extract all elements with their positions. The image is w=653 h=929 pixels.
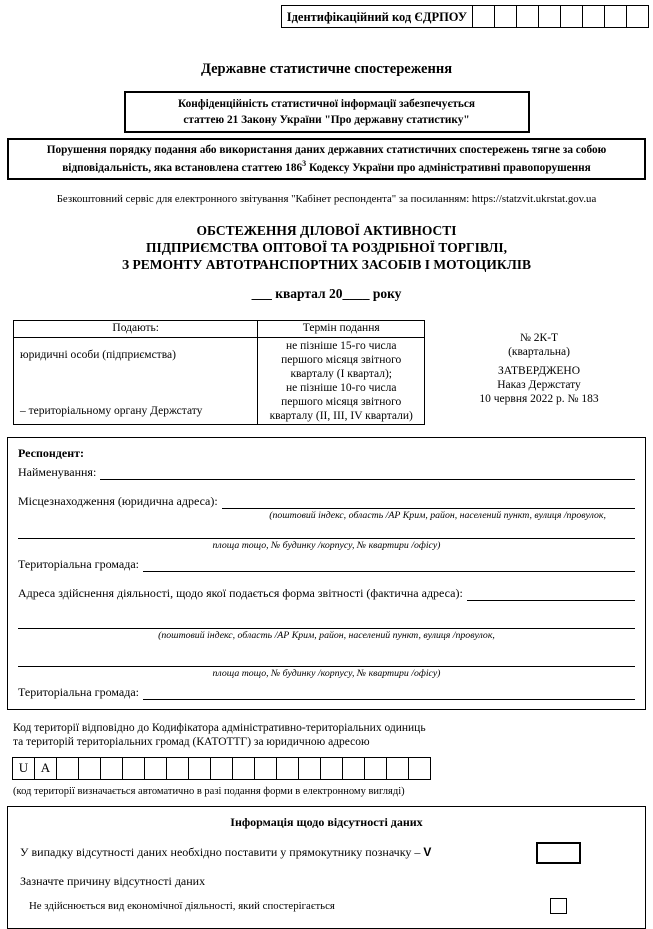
katottg-code-cell[interactable] [166, 757, 189, 780]
katottg-code-cell[interactable] [386, 757, 409, 780]
legal-address-hint2: площа тощо, № будинку /корпусу, № квартири /офісу) [212, 539, 441, 551]
no-data-box [7, 806, 646, 929]
legal-address-input-line2[interactable] [18, 527, 635, 539]
edrpou-code-cell[interactable] [494, 5, 517, 28]
form-periodicity: (квартальна) [508, 345, 570, 358]
violation-notice-box [7, 138, 646, 180]
katottg-code-cell[interactable] [210, 757, 233, 780]
quarter-year-line[interactable]: ___ квартал 20____ року [251, 285, 402, 301]
name-label: Найменування: [18, 464, 97, 479]
deadline-line: першого місяця звітного [281, 395, 402, 408]
legal-address-hint1: (поштовий індекс, область /АР Крим, район, населений пункт, вулиця /провулок, [269, 509, 606, 521]
e-reporting-service-line: Безкоштовний сервіс для електронного звітування "Кабінет респондента" за посиланням: https://statzvit.ukrstat.gov.ua [56, 192, 597, 205]
violation-text-part2: Кодексу України про адміністративні правопорушення [306, 161, 591, 174]
deadline-line: не пізніше 10-го числа [285, 381, 397, 394]
katottg-code-cell[interactable] [320, 757, 343, 780]
form-approved: ЗАТВЕРДЖЕНО [497, 364, 581, 377]
submitters-line1: юридичні особи (підприємства) [20, 348, 176, 361]
deadline-cell [258, 337, 425, 424]
edrpou-code-cell[interactable] [582, 5, 605, 28]
submitters-cell [14, 337, 258, 424]
deadline-header: Термін подання [258, 320, 425, 337]
katottg-label [13, 721, 653, 750]
actual-address-label: Адреса здійснення діяльності, щодо якої подається форма звітності (фактична адреса): [18, 585, 463, 600]
katottg-code-cell[interactable] [122, 757, 145, 780]
edrpou-code-cell[interactable] [538, 5, 561, 28]
katottg-label-line1: Код території відповідно до Кодифікатора адміністративно-територіальних одиниць [13, 721, 426, 734]
survey-title-line2: ПІДПРИЄМСТВА ОПТОВОЇ ТА РОЗДРІБНОЇ ТОРГІВЛІ, [145, 239, 508, 255]
deadline-line: кварталу (І квартал); [290, 367, 392, 380]
katottg-note: (код території визначається автоматично в разі подання форми в електронному вигляді) [13, 785, 405, 797]
community-input-line[interactable] [143, 558, 635, 572]
legal-address-label: Місцезнаходження (юридична адреса): [18, 493, 218, 508]
violation-superscript: 3 [302, 159, 307, 169]
no-data-mark-box[interactable] [536, 842, 581, 864]
edrpou-code-cell[interactable] [472, 5, 495, 28]
name-input-line[interactable] [100, 466, 635, 480]
katottg-code-cell[interactable] [188, 757, 211, 780]
community-label2: Територіальна громада: [18, 684, 139, 699]
no-data-instruction: У випадку відсутності даних необхідно поставити у прямокутнику позначку – V [20, 845, 432, 860]
confidentiality-line1: Конфіденційність статистичної інформації забезпечується [178, 98, 475, 110]
edrpou-code-cell[interactable] [626, 5, 649, 28]
respondent-title: Респондент: [18, 445, 84, 460]
no-data-title: Інформація щодо відсутності даних [230, 814, 423, 829]
confidentiality-box [124, 91, 530, 133]
edrpou-code-cell[interactable] [560, 5, 583, 28]
katottg-code-cell[interactable] [100, 757, 123, 780]
document-title: Державне статистичне спостереження [200, 61, 453, 77]
katottg-code-cell[interactable] [254, 757, 277, 780]
deadline-line: не пізніше 15-го числа [285, 339, 397, 352]
actual-address-input-line3[interactable] [18, 655, 635, 667]
submitters-line2: – територіальному органу Держстату [20, 404, 203, 417]
v-mark-label: V [423, 845, 432, 860]
confidentiality-line2: статтею 21 Закону України "Про державну статистику" [183, 114, 470, 127]
reason-label: Зазначте причину відсутності даних [20, 873, 206, 888]
katottg-code-cell[interactable] [408, 757, 431, 780]
katottg-section [13, 721, 653, 797]
community-input-line2[interactable] [143, 686, 635, 700]
edrpou-cells [473, 5, 649, 28]
respondent-box [7, 437, 646, 710]
katottg-code-row [13, 757, 653, 780]
edrpou-section [0, 0, 653, 28]
katottg-code-cell[interactable] [56, 757, 79, 780]
deadline-line: першого місяця звітного [281, 353, 402, 366]
survey-title [0, 222, 653, 273]
actual-address-input-line2[interactable] [18, 617, 635, 629]
katottg-code-cell[interactable] [78, 757, 101, 780]
katottg-prefix-cell: A [34, 757, 57, 780]
form-order: Наказ Держстату [497, 378, 581, 391]
edrpou-table [281, 5, 649, 28]
katottg-label-line2: та територій територіальних громад (КАТОТТГ) за юридичною адресою [13, 736, 370, 749]
form-number: № 2К-Т [519, 331, 559, 344]
survey-title-line1: ОБСТЕЖЕННЯ ДІЛОВОЇ АКТИВНОСТІ [196, 222, 457, 238]
edrpou-label: Ідентифікаційний код ЄДРПОУ [281, 5, 473, 28]
edrpou-code-cell[interactable] [604, 5, 627, 28]
community-label: Територіальна громада: [18, 556, 139, 571]
submission-table [13, 320, 425, 425]
katottg-code-cell[interactable] [342, 757, 365, 780]
violation-text-part1: Порушення порядку подання або використання даних державних статистичних спостережень тягне за собою відповідальність, яка встановлена статтею 186 [46, 144, 607, 174]
legal-address-input-line[interactable] [222, 495, 635, 509]
katottg-code-cell[interactable] [232, 757, 255, 780]
survey-title-line3: З РЕМОНТУ АВТОТРАНСПОРТНИХ ЗАСОБІВ І МОТОЦИКЛІВ [121, 256, 532, 272]
katottg-code-cell[interactable] [144, 757, 167, 780]
form-order-date: 10 червня 2022 р. № 183 [479, 392, 599, 405]
edrpou-code-cell[interactable] [516, 5, 539, 28]
submitters-header: Подають: [14, 320, 258, 337]
actual-address-hint1: (поштовий індекс, область /АР Крим, район, населений пункт, вулиця /провулок, [158, 629, 495, 641]
deadline-line: кварталу (ІІ, ІІІ, IV квартали) [269, 409, 413, 422]
submission-section [13, 320, 653, 425]
katottg-code-cell[interactable] [364, 757, 387, 780]
reason-option-label: Не здійснюється вид економічної діяльності, який спостерігається [29, 899, 335, 912]
katottg-code-cell[interactable] [298, 757, 321, 780]
form-info-block [425, 320, 653, 425]
reason-checkbox[interactable] [550, 898, 567, 914]
actual-address-hint2: площа тощо, № будинку /корпусу, № квартири /офісу) [212, 667, 441, 679]
katottg-code-cell[interactable] [276, 757, 299, 780]
katottg-prefix-cell: U [12, 757, 35, 780]
katottg-empty-cells [57, 757, 431, 780]
actual-address-input-line[interactable] [467, 587, 635, 601]
